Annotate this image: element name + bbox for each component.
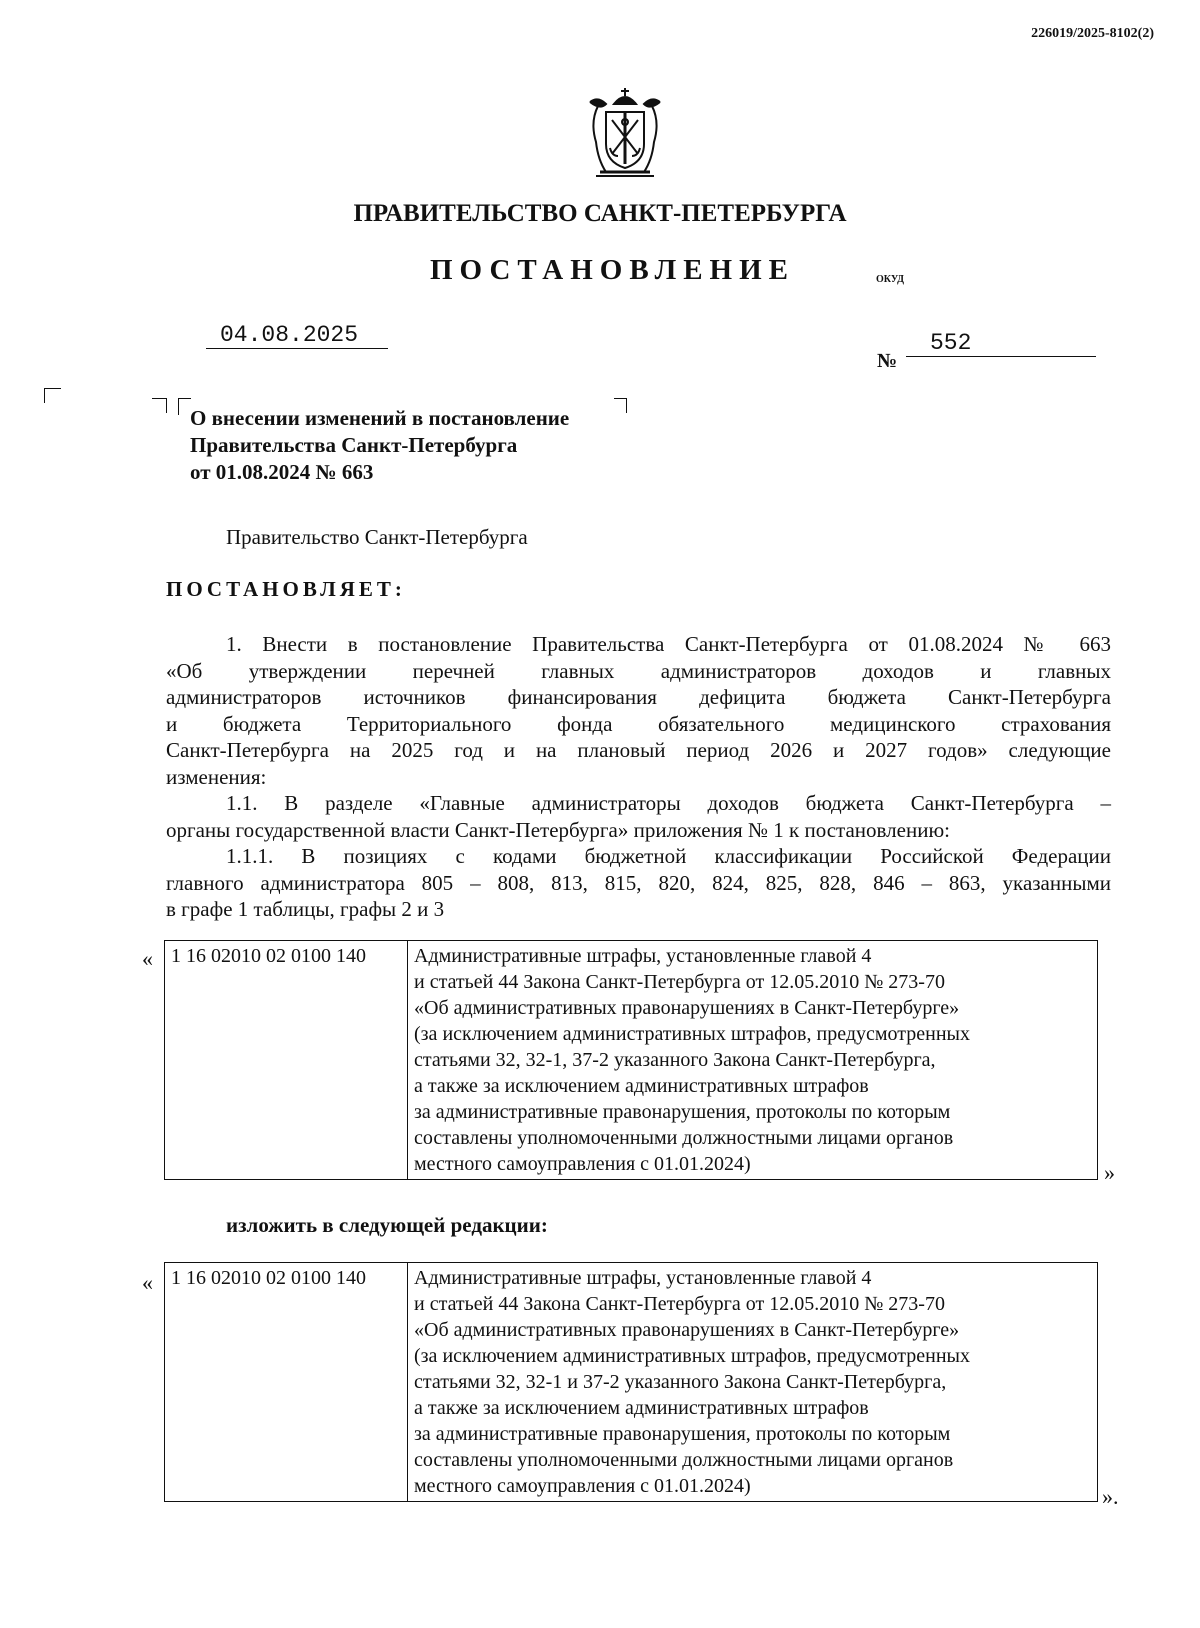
- paragraph-1-1-1-line: главного администратора 805 – 808, 813, 815, 820, 824, 825, 828, 846 – 863, указанными: [166, 870, 1111, 895]
- resolves-heading: ПОСТАНОВЛЯЕТ:: [166, 577, 406, 601]
- table-row: [165, 1263, 1098, 1502]
- paragraph-1: [166, 631, 1111, 923]
- paragraph-1-1-1-line: в графе 1 таблицы, графы 2 и 3: [166, 897, 445, 921]
- decree-number: 552: [906, 330, 1096, 357]
- government-title: ПРАВИТЕЛЬСТВО САНКТ-ПЕТЕРБУРГА: [353, 200, 847, 227]
- paragraph-1-1-line: органы государственной власти Санкт-Петербурга» приложения № 1 к постановлению:: [166, 817, 950, 842]
- government-name: Правительство Санкт-Петербурга: [226, 525, 528, 549]
- subject-line: Правительства Санкт-Петербурга: [190, 433, 518, 457]
- description-line: статьями 32, 32-1, 37-2 указанного Закона Санкт-Петербурга,: [414, 1049, 936, 1071]
- paragraph-1-1-line: 1.1. В разделе «Главные администраторы доходов бюджета Санкт-Петербурга –: [226, 791, 1111, 815]
- corner-mark-left: [44, 388, 61, 403]
- description-line: и статьей 44 Закона Санкт-Петербурга от 12.05.2010 № 273-70: [414, 1293, 945, 1315]
- new-table-close-quote: ».: [1102, 1484, 1119, 1509]
- paragraph-line: «Об утверждении перечней главных администраторов доходов и главных: [166, 658, 1111, 683]
- description-line: статьями 32, 32-1 и 37-2 указанного Закона Санкт-Петербурга,: [414, 1371, 947, 1393]
- description-line: Административные штрафы, установленные главой 4: [414, 945, 872, 967]
- description-line: «Об административных правонарушениях в Санкт-Петербурге»: [414, 997, 960, 1019]
- subject-line: О внесении изменений в постановление: [190, 406, 570, 430]
- description-line: составлены уполномоченными должностными лицами органов: [414, 1449, 954, 1471]
- description-line: «Об административных правонарушениях в Санкт-Петербурге»: [414, 1319, 960, 1341]
- description-line: (за исключением административных штрафов, предусмотренных: [414, 1345, 970, 1367]
- table-cell-description: [408, 941, 1098, 1180]
- corner-mark-subject-left: [152, 398, 167, 413]
- description-line: за административные правонарушения, протоколы по которым: [414, 1423, 951, 1445]
- paragraph-line: и бюджета Территориального фонда обязательного медицинского страхования: [166, 711, 1111, 736]
- old-table-close-quote: »: [1104, 1160, 1115, 1185]
- okud-label: ОКУД: [876, 274, 905, 285]
- new-table-open-quote: «: [142, 1270, 153, 1295]
- paragraph-line: администраторов источников финансирования дефицита бюджета Санкт-Петербурга: [166, 685, 1111, 709]
- decree-date: 04.08.2025: [206, 322, 388, 349]
- old-table: [164, 940, 1098, 1180]
- instruction-text: изложить в следующей редакции:: [226, 1213, 548, 1237]
- paragraph-line: 1. Внести в постановление Правительства Санкт-Петербурга от 01.08.2024 № 663: [226, 632, 1111, 656]
- registry-number: 226019/2025-8102(2): [1031, 26, 1154, 41]
- description-line: Административные штрафы, установленные главой 4: [414, 1267, 872, 1289]
- old-table-open-quote: «: [142, 946, 153, 971]
- paragraph-1-1-1-line: 1.1.1. В позициях с кодами бюджетной классификации Российской Федерации: [226, 844, 1111, 868]
- table-cell-code: 1 16 02010 02 0100 140: [165, 1263, 408, 1502]
- description-line: местного самоуправления с 01.01.2024): [414, 1475, 751, 1497]
- decree-subject: [190, 405, 569, 486]
- description-line: (за исключением административных штрафов, предусмотренных: [414, 1023, 970, 1045]
- subject-line: от 01.08.2024 № 663: [190, 460, 374, 484]
- description-line: а также за исключением административных штрафов: [414, 1397, 869, 1419]
- decree-title: ПОСТАНОВЛЕНИЕ: [430, 254, 796, 286]
- description-line: местного самоуправления с 01.01.2024): [414, 1153, 751, 1175]
- coat-of-arms-icon: [576, 82, 674, 180]
- number-label: №: [877, 350, 898, 372]
- table-cell-description: [408, 1263, 1098, 1502]
- table-cell-code: 1 16 02010 02 0100 140: [165, 941, 408, 1180]
- new-table: [164, 1262, 1098, 1502]
- paragraph-line: Санкт-Петербурга на 2025 год и на плановый период 2026 и 2027 годов» следующие: [166, 738, 1111, 762]
- table-row: [165, 941, 1098, 1180]
- description-line: за административные правонарушения, протоколы по которым: [414, 1101, 951, 1123]
- description-line: и статьей 44 Закона Санкт-Петербурга от 12.05.2010 № 273-70: [414, 971, 945, 993]
- description-line: а также за исключением административных штрафов: [414, 1075, 869, 1097]
- description-line: составлены уполномоченными должностными лицами органов: [414, 1127, 954, 1149]
- corner-mark-subject-right: [614, 398, 627, 413]
- paragraph-line: изменения:: [166, 764, 267, 789]
